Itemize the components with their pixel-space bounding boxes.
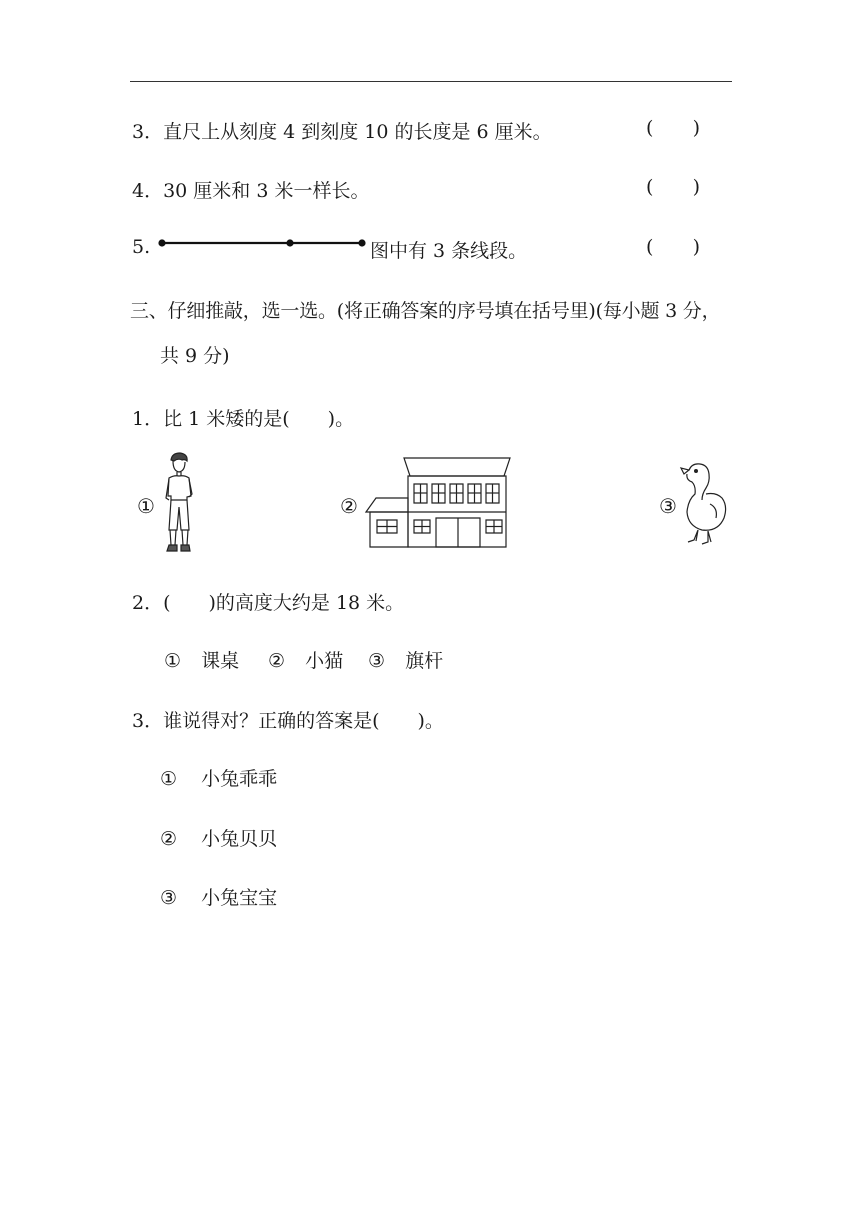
option-label: 旗杆 <box>405 650 444 672</box>
question-1: 1．比 1 米矮的是( )。 <box>132 408 355 430</box>
paren-open: ( <box>646 176 654 198</box>
q3-option-2[interactable] <box>160 824 277 851</box>
q2-option-2[interactable] <box>268 646 343 673</box>
answer-blank-3[interactable] <box>646 117 700 139</box>
answer-blank-5[interactable] <box>646 236 700 258</box>
section-3-heading-cont: 共 9 分) <box>160 345 230 367</box>
judgement-item-3 <box>132 117 552 144</box>
option-mark-1: ① <box>137 494 155 518</box>
item-number: 3． <box>132 121 164 143</box>
judgement-item-4 <box>132 176 369 203</box>
option-label: 小兔乖乖 <box>201 768 278 790</box>
option-mark: ③ <box>368 650 386 672</box>
item-number: 5. <box>132 236 151 258</box>
option-label: 小兔贝贝 <box>201 828 278 850</box>
item-number: 4． <box>132 180 164 202</box>
option-label: 小兔宝宝 <box>201 887 278 909</box>
option-mark-3: ③ <box>659 494 677 518</box>
building-icon <box>364 456 512 548</box>
q3-option-1[interactable] <box>160 764 277 791</box>
question-2: 2．( )的高度大约是 18 米。 <box>132 592 405 614</box>
item-text: 直尺上从刻度 4 到刻度 10 的长度是 6 厘米。 <box>163 121 552 143</box>
paren-open: ( <box>646 236 654 258</box>
option-label: 课桌 <box>201 650 240 672</box>
option-label: 小猫 <box>305 650 344 672</box>
paren-close: ) <box>692 117 700 139</box>
option-mark: ① <box>164 650 182 672</box>
line-segment-figure <box>158 236 368 250</box>
boy-icon <box>160 452 198 554</box>
q2-option-1[interactable] <box>164 646 239 673</box>
judgement-item-5-text: 图中有 3 条线段。 <box>370 240 528 262</box>
paren-close: ) <box>692 236 700 258</box>
section-3-heading: 三、仔细推敲，选一选。(将正确答案的序号填在括号里)(每小题 3 分， <box>130 300 721 322</box>
option-mark: ② <box>160 828 178 850</box>
q2-option-3[interactable] <box>368 646 443 673</box>
question-3: 3．谁说得对？正确的答案是( )。 <box>132 710 444 732</box>
paren-open: ( <box>646 117 654 139</box>
option-mark: ② <box>268 650 286 672</box>
option-mark: ① <box>160 768 178 790</box>
judgement-item-5-number <box>132 236 150 258</box>
header-rule <box>130 81 732 82</box>
option-mark: ③ <box>160 887 178 909</box>
option-mark-2: ② <box>340 494 358 518</box>
answer-blank-4[interactable] <box>646 176 700 198</box>
paren-close: ) <box>692 176 700 198</box>
item-text: 30 厘米和 3 米一样长。 <box>163 180 370 202</box>
duck-icon <box>680 460 730 548</box>
q3-option-3[interactable] <box>160 883 277 910</box>
